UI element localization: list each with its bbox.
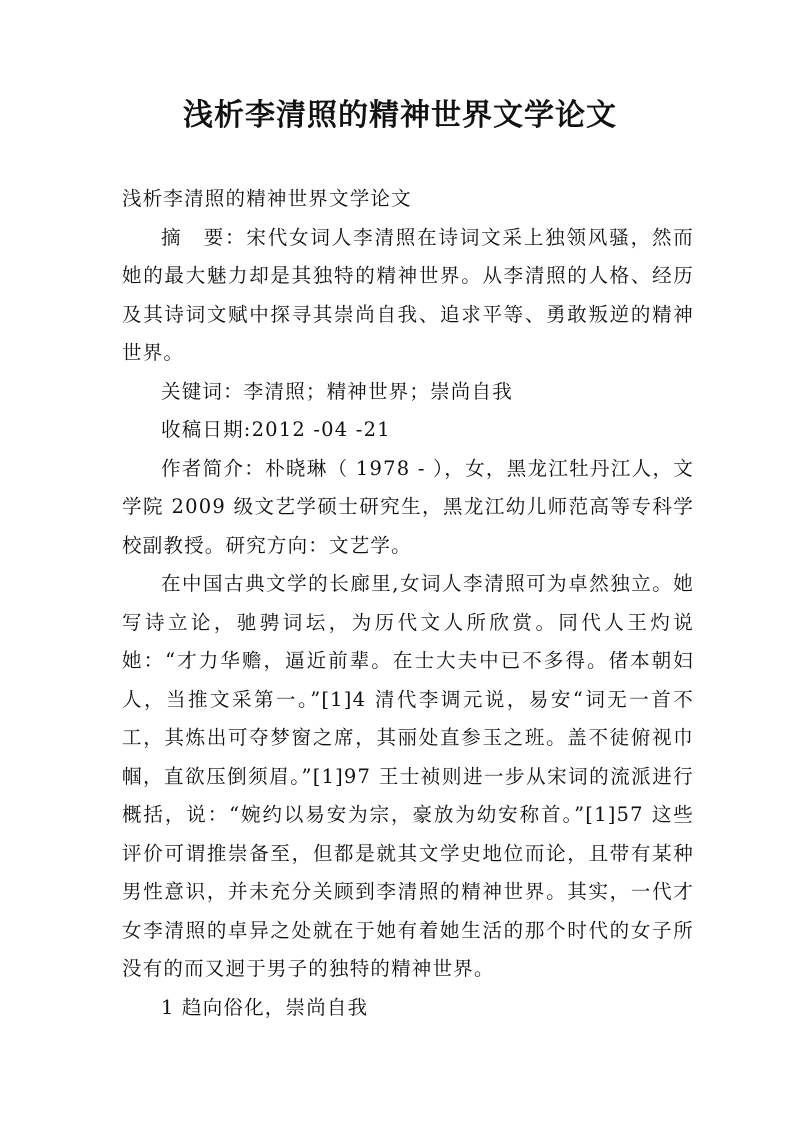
section-heading-1: 1 趋向俗化，崇尚自我 bbox=[161, 995, 369, 1019]
document-title: 浅析李清照的精神世界文学论文 bbox=[183, 98, 617, 133]
paragraph-received-date: 收稿日期:2012 -04 -21 bbox=[161, 418, 391, 441]
paragraph-abstract: 摘 要：宋代女词人李清照在诗词文采上独领风骚，然而她的最大魅力却是其独特的精神世界。从李清照的人格、经历及其诗词文赋中探寻其崇尚自我、追求平等、勇敢叛逆的精神世界。 bbox=[122, 225, 694, 364]
paragraph-keywords: 关键词：李清照；精神世界；崇尚自我 bbox=[161, 379, 513, 403]
paragraph-repeat-title: 浅析李清照的精神世界文学论文 bbox=[122, 187, 412, 210]
paragraph-intro: 在中国古典文学的长廊里,女词人李清照可为卓然独立。她写诗立论，驰骋词坛，为历代文人所欣赏。同代人王灼说她：“才力华赡，逼近前辈。在士大夫中已不多得。偖本朝妇人，当推文采第一。”[1]4 清代李调元说，易安“词无一首不工，其炼出可夺梦窗之席，其丽处直参玉之班。盖不徒俯视巾帼，直欲压倒须眉。”[1]97 王士祯则进一步从宋词的流派进行概括，说：“婉约以易安为宗，豪放为幼安称首。”[1]57 这些评价可谓推崇备至，但都是就其文学史地位而论，且带有某种男性意识，并未充分关顾到李清照的精神世界。其实，一代才女李清照的卓异之处就在于她有着她生活的那个时代的女子所没有的而又迥于男子的独特的精神世界。 bbox=[122, 572, 694, 980]
document-body bbox=[122, 180, 694, 1027]
paragraph-author-bio: 作者简介：朴晓琳（ 1978 - ），女，黑龙江牡丹江人，文学院 2009 级文艺学硕士研究生，黑龙江幼儿师范高等专科学校副教授。研究方向：文艺学。 bbox=[122, 456, 694, 557]
